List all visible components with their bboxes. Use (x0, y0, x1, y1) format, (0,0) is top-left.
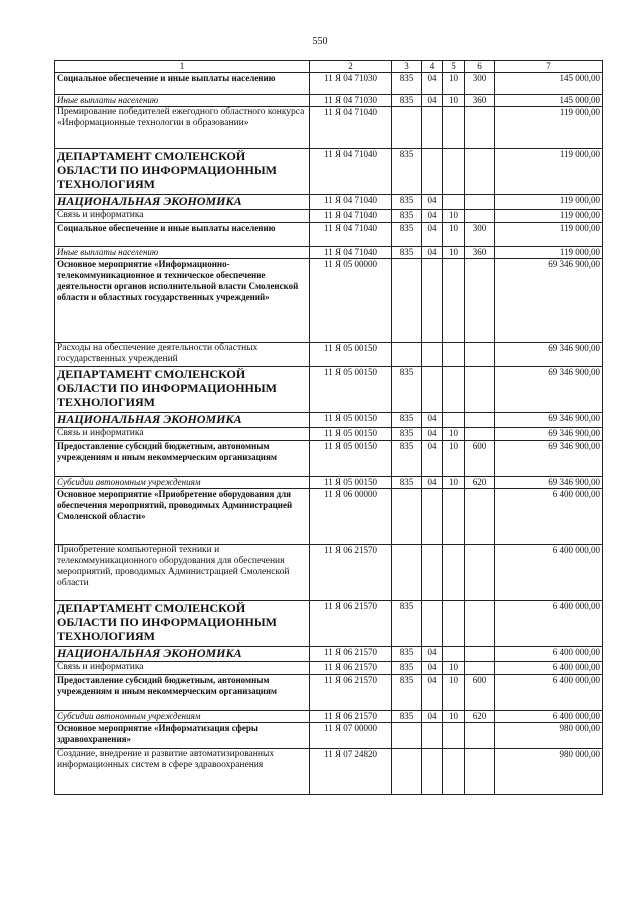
cell-vr (465, 149, 495, 195)
cell-amount: 145 000,00 (495, 73, 603, 95)
cell-rz (422, 149, 443, 195)
cell-rz: 04 (422, 95, 443, 107)
cell-pr: 10 (443, 675, 465, 711)
cell-amount: 6 400 000,00 (495, 711, 603, 723)
cell-pr (443, 149, 465, 195)
cell-gr (392, 545, 422, 601)
table-row (55, 413, 603, 428)
cell-rz: 04 (422, 647, 443, 662)
cell-pr: 10 (443, 210, 465, 223)
cell-name: Основное мероприятие «Информационно-телекоммуникационное и техническое обеспечение деятельности органов исполнительной власти Смоленской области и областных государственных учреждений» (55, 259, 310, 343)
cell-gr: 835 (392, 73, 422, 95)
cell-amount: 119 000,00 (495, 210, 603, 223)
cell-amount: 119 000,00 (495, 107, 603, 149)
cell-code: 11 Я 05 00150 (310, 343, 392, 367)
table-row (55, 247, 603, 259)
table-row (55, 149, 603, 195)
cell-code: 11 Я 05 00150 (310, 477, 392, 489)
cell-rz: 04 (422, 428, 443, 441)
cell-name: НАЦИОНАЛЬНАЯ ЭКОНОМИКА (55, 413, 310, 428)
cell-rz (422, 107, 443, 149)
cell-amount: 6 400 000,00 (495, 647, 603, 662)
header-cell-vr: 6 (465, 61, 495, 73)
cell-rz (422, 545, 443, 601)
cell-amount: 69 346 900,00 (495, 428, 603, 441)
cell-code: 11 Я 04 71040 (310, 195, 392, 210)
cell-vr (465, 195, 495, 210)
cell-code: 11 Я 04 71030 (310, 73, 392, 95)
cell-code: 11 Я 06 21570 (310, 711, 392, 723)
cell-gr: 835 (392, 195, 422, 210)
cell-amount: 6 400 000,00 (495, 601, 603, 647)
cell-code: 11 Я 06 21570 (310, 647, 392, 662)
cell-vr: 360 (465, 247, 495, 259)
cell-pr: 10 (443, 477, 465, 489)
cell-rz (422, 749, 443, 795)
cell-amount: 119 000,00 (495, 223, 603, 247)
cell-amount: 69 346 900,00 (495, 477, 603, 489)
cell-gr: 835 (392, 601, 422, 647)
cell-gr (392, 723, 422, 749)
cell-gr: 835 (392, 223, 422, 247)
cell-vr (465, 647, 495, 662)
cell-pr: 10 (443, 711, 465, 723)
cell-vr (465, 107, 495, 149)
cell-amount: 6 400 000,00 (495, 662, 603, 675)
table-row (55, 428, 603, 441)
cell-name: Связь и информатика (55, 210, 310, 223)
table-row (55, 223, 603, 247)
cell-gr: 835 (392, 95, 422, 107)
table-row (55, 195, 603, 210)
cell-code: 11 Я 05 00000 (310, 259, 392, 343)
cell-pr (443, 259, 465, 343)
cell-vr: 600 (465, 675, 495, 711)
budget-table (54, 60, 603, 795)
cell-gr: 835 (392, 413, 422, 428)
cell-gr (392, 259, 422, 343)
table-row (55, 647, 603, 662)
table-row (55, 441, 603, 477)
cell-gr: 835 (392, 662, 422, 675)
cell-rz: 04 (422, 711, 443, 723)
cell-code: 11 Я 06 21570 (310, 601, 392, 647)
table-row (55, 73, 603, 95)
table-row (55, 343, 603, 367)
cell-gr: 835 (392, 647, 422, 662)
page-number: 550 (312, 36, 328, 47)
cell-vr (465, 259, 495, 343)
cell-pr (443, 489, 465, 545)
cell-vr: 360 (465, 95, 495, 107)
cell-vr (465, 749, 495, 795)
header-cell-amount: 7 (495, 61, 603, 73)
cell-gr (392, 749, 422, 795)
table-row (55, 210, 603, 223)
cell-vr (465, 428, 495, 441)
cell-rz: 04 (422, 477, 443, 489)
cell-amount: 69 346 900,00 (495, 413, 603, 428)
cell-pr (443, 413, 465, 428)
cell-rz: 04 (422, 247, 443, 259)
cell-vr (465, 367, 495, 413)
table-body (55, 61, 603, 795)
cell-gr: 835 (392, 675, 422, 711)
cell-name: Предоставление субсидий бюджетным, автономным учреждениям и иным некоммерческим организациям (55, 675, 310, 711)
cell-gr: 835 (392, 428, 422, 441)
cell-gr: 835 (392, 247, 422, 259)
cell-vr: 300 (465, 223, 495, 247)
cell-vr: 300 (465, 73, 495, 95)
cell-name: Премирование победителей ежегодного областного конкурса «Информационные технологии в образовании» (55, 107, 310, 149)
cell-vr (465, 210, 495, 223)
cell-pr: 10 (443, 662, 465, 675)
cell-gr (392, 489, 422, 545)
table-header-row (55, 61, 603, 73)
cell-code: 11 Я 04 71040 (310, 107, 392, 149)
table-row (55, 601, 603, 647)
cell-amount: 119 000,00 (495, 247, 603, 259)
cell-name: НАЦИОНАЛЬНАЯ ЭКОНОМИКА (55, 195, 310, 210)
cell-gr (392, 107, 422, 149)
cell-vr (465, 343, 495, 367)
cell-amount: 980 000,00 (495, 723, 603, 749)
cell-name: ДЕПАРТАМЕНТ СМОЛЕНСКОЙ ОБЛАСТИ ПО ИНФОРМАЦИОННЫМ ТЕХНОЛОГИЯМ (55, 367, 310, 413)
cell-name: Расходы на обеспечение деятельности областных государственных учреждений (55, 343, 310, 367)
cell-vr (465, 723, 495, 749)
table-row (55, 749, 603, 795)
cell-amount: 980 000,00 (495, 749, 603, 795)
header-cell-gr: 3 (392, 61, 422, 73)
cell-pr (443, 343, 465, 367)
cell-pr (443, 647, 465, 662)
cell-name: ДЕПАРТАМЕНТ СМОЛЕНСКОЙ ОБЛАСТИ ПО ИНФОРМАЦИОННЫМ ТЕХНОЛОГИЯМ (55, 601, 310, 647)
cell-code: 11 Я 06 21570 (310, 675, 392, 711)
table-row (55, 662, 603, 675)
cell-vr (465, 413, 495, 428)
cell-vr: 620 (465, 477, 495, 489)
cell-code: 11 Я 05 00150 (310, 428, 392, 441)
cell-amount: 69 346 900,00 (495, 367, 603, 413)
header-cell-name: 1 (55, 61, 310, 73)
table-row (55, 95, 603, 107)
cell-name: Иные выплаты населению (55, 247, 310, 259)
cell-pr: 10 (443, 428, 465, 441)
cell-name: Основное мероприятие «Приобретение оборудования для обеспечения мероприятий, проводимых Администрацией Смоленской области» (55, 489, 310, 545)
table-row (55, 107, 603, 149)
cell-amount: 6 400 000,00 (495, 675, 603, 711)
table-row (55, 367, 603, 413)
table-row (55, 711, 603, 723)
table-row (55, 675, 603, 711)
cell-pr (443, 723, 465, 749)
cell-name: Субсидии автономным учреждениям (55, 477, 310, 489)
cell-gr: 835 (392, 210, 422, 223)
cell-pr: 10 (443, 223, 465, 247)
cell-rz: 04 (422, 223, 443, 247)
cell-pr (443, 367, 465, 413)
cell-code: 11 Я 07 24820 (310, 749, 392, 795)
cell-name: Приобретение компьютерной техники и телекоммуникационного оборудования для обеспечения мероприятий, проводимых Администрацией Смоленской области (55, 545, 310, 601)
cell-rz: 04 (422, 662, 443, 675)
cell-name: Социальное обеспечение и иные выплаты населению (55, 223, 310, 247)
cell-name: Основное мероприятие «Информатизация сферы здравоохранения» (55, 723, 310, 749)
cell-rz (422, 367, 443, 413)
cell-amount: 119 000,00 (495, 195, 603, 210)
cell-vr: 600 (465, 441, 495, 477)
cell-code: 11 Я 04 71040 (310, 210, 392, 223)
cell-pr (443, 601, 465, 647)
cell-rz (422, 601, 443, 647)
cell-pr: 10 (443, 95, 465, 107)
cell-rz (422, 343, 443, 367)
cell-rz: 04 (422, 210, 443, 223)
table-row (55, 489, 603, 545)
cell-code: 11 Я 06 21570 (310, 545, 392, 601)
cell-name: ДЕПАРТАМЕНТ СМОЛЕНСКОЙ ОБЛАСТИ ПО ИНФОРМАЦИОННЫМ ТЕХНОЛОГИЯМ (55, 149, 310, 195)
cell-code: 11 Я 06 21570 (310, 662, 392, 675)
table-row (55, 259, 603, 343)
cell-gr: 835 (392, 367, 422, 413)
cell-pr (443, 107, 465, 149)
cell-code: 11 Я 07 00000 (310, 723, 392, 749)
cell-pr: 10 (443, 441, 465, 477)
cell-code: 11 Я 04 71030 (310, 95, 392, 107)
cell-gr: 835 (392, 441, 422, 477)
cell-pr (443, 545, 465, 601)
cell-pr (443, 195, 465, 210)
cell-amount: 69 346 900,00 (495, 343, 603, 367)
header-cell-rz: 4 (422, 61, 443, 73)
cell-gr: 835 (392, 149, 422, 195)
cell-rz: 04 (422, 441, 443, 477)
cell-pr: 10 (443, 247, 465, 259)
cell-rz (422, 259, 443, 343)
cell-pr: 10 (443, 73, 465, 95)
cell-vr (465, 545, 495, 601)
cell-code: 11 Я 05 00150 (310, 413, 392, 428)
cell-amount: 6 400 000,00 (495, 545, 603, 601)
cell-code: 11 Я 04 71040 (310, 247, 392, 259)
header-cell-code: 2 (310, 61, 392, 73)
cell-amount: 69 346 900,00 (495, 441, 603, 477)
cell-amount: 119 000,00 (495, 149, 603, 195)
cell-amount: 69 346 900,00 (495, 259, 603, 343)
cell-gr: 835 (392, 477, 422, 489)
cell-amount: 6 400 000,00 (495, 489, 603, 545)
cell-rz (422, 489, 443, 545)
cell-amount: 145 000,00 (495, 95, 603, 107)
cell-code: 11 Я 04 71040 (310, 223, 392, 247)
cell-gr: 835 (392, 711, 422, 723)
cell-name: Социальное обеспечение и иные выплаты населению (55, 73, 310, 95)
cell-rz: 04 (422, 195, 443, 210)
cell-rz: 04 (422, 675, 443, 711)
table-row (55, 723, 603, 749)
cell-code: 11 Я 04 71040 (310, 149, 392, 195)
table-row (55, 545, 603, 601)
header-cell-pr: 5 (443, 61, 465, 73)
cell-vr (465, 601, 495, 647)
cell-name: Иные выплаты населению (55, 95, 310, 107)
cell-code: 11 Я 05 00150 (310, 441, 392, 477)
cell-name: Субсидии автономным учреждениям (55, 711, 310, 723)
cell-name: НАЦИОНАЛЬНАЯ ЭКОНОМИКА (55, 647, 310, 662)
cell-name: Создание, внедрение и развитие автоматизированных информационных систем в сфере здравоохранения (55, 749, 310, 795)
cell-name: Предоставление субсидий бюджетным, автономным учреждениям и иным некоммерческим организациям (55, 441, 310, 477)
cell-name: Связь и информатика (55, 662, 310, 675)
cell-rz: 04 (422, 413, 443, 428)
cell-vr (465, 489, 495, 545)
cell-vr: 620 (465, 711, 495, 723)
cell-gr (392, 343, 422, 367)
cell-rz: 04 (422, 73, 443, 95)
cell-rz (422, 723, 443, 749)
cell-code: 11 Я 05 00150 (310, 367, 392, 413)
cell-vr (465, 662, 495, 675)
cell-code: 11 Я 06 00000 (310, 489, 392, 545)
cell-name: Связь и информатика (55, 428, 310, 441)
cell-pr (443, 749, 465, 795)
table-row (55, 477, 603, 489)
